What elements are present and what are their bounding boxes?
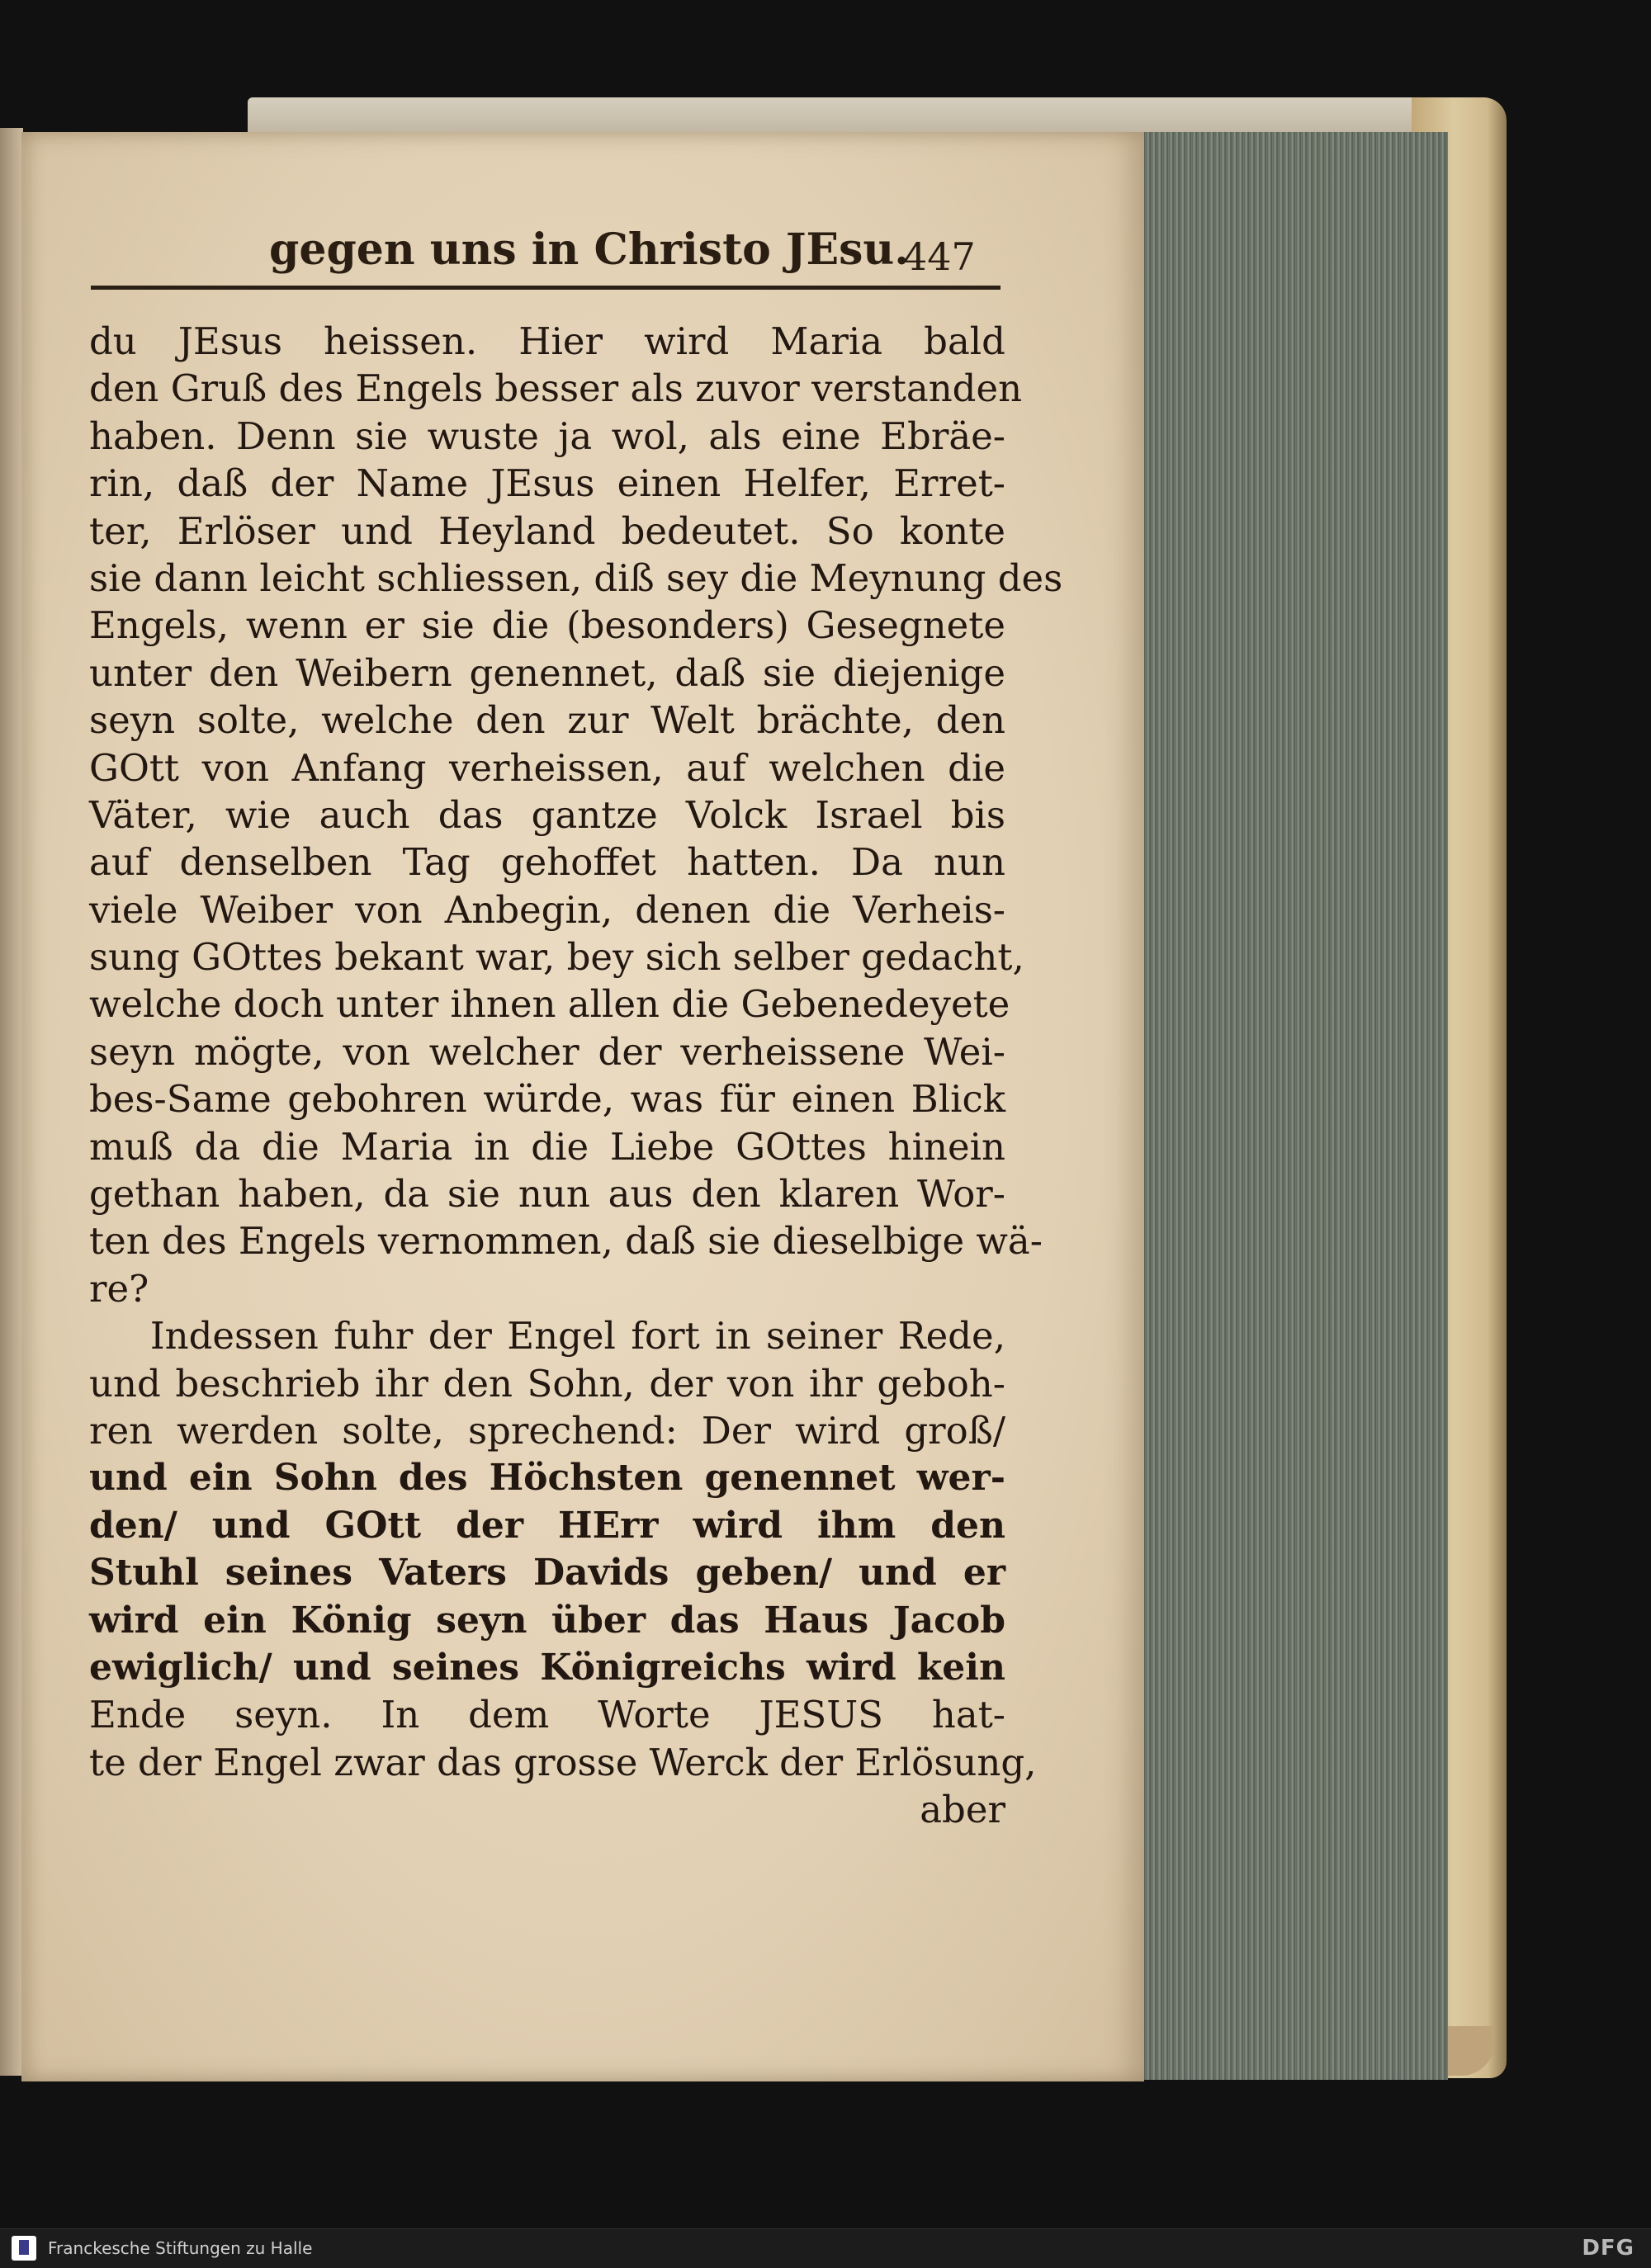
- text-line: sie dann leicht schliessen, diß sey die Meynung des: [89, 555, 1063, 600]
- text-line: Väter, wie auch das gantze Volck Israel bis: [89, 792, 1005, 837]
- left-page-edge: [0, 128, 23, 2076]
- text-line: seyn mögte, von welcher der verheissene Wei-: [89, 1029, 1005, 1074]
- page-block-edges: [1131, 132, 1448, 2080]
- text-line: re?: [89, 1266, 149, 1311]
- text-line-emphasis: ewiglich/ und seines Königreichs wird kein: [89, 1646, 1005, 1689]
- text-line: haben. Denn sie wuste ja wol, als eine Ebräe-: [89, 413, 1005, 458]
- running-head: gegen uns in Christo JEsu.: [269, 224, 910, 275]
- text-line: du JEsus heissen. Hier wird Maria bald: [89, 319, 1005, 363]
- text-line: te der Engel zwar das grosse Werck der Erlösung,: [89, 1740, 1037, 1784]
- text-line: bes-Same gebohren würde, was für einen Blick: [89, 1077, 1005, 1122]
- text-line: gethan haben, da sie nun aus den klaren Wor-: [89, 1172, 1005, 1217]
- book-page: [21, 132, 1144, 2081]
- text-line: Ende seyn. In dem Worte JESUS hat-: [89, 1693, 1005, 1737]
- text-line: den Gruß des Engels besser als zuvor verstanden: [89, 366, 1023, 411]
- text-line: ten des Engels vernommen, daß sie dieselbige wä-: [89, 1219, 1043, 1264]
- catchword: aber: [920, 1788, 1005, 1832]
- text-line-emphasis: Stuhl seines Vaters Davids geben/ und er: [89, 1552, 1005, 1595]
- dfg-badge: DFG: [1582, 2236, 1634, 2261]
- header-rule: [91, 286, 1001, 290]
- text-line: rin, daß der Name JEsus einen Helfer, Erret-: [89, 461, 1005, 506]
- viewer-footer: [0, 2228, 1651, 2268]
- text-line-emphasis: wird ein König seyn über das Haus Jacob: [89, 1599, 1005, 1642]
- text-line: muß da die Maria in die Liebe GOttes hinein: [89, 1124, 1005, 1169]
- text-line: unter den Weibern genennet, daß sie diejenige: [89, 650, 1005, 695]
- text-line: welche doch unter ihnen allen die Gebenedeyete: [89, 982, 1010, 1027]
- text-line: Indessen fuhr der Engel fort in seiner Rede,: [89, 1314, 1005, 1358]
- text-line: ter, Erlöser und Heyland bedeutet. So konte: [89, 508, 1005, 553]
- text-line: ren werden solte, sprechend: Der wird groß/: [89, 1408, 1005, 1453]
- text-line-emphasis: den/ und GOtt der HErr wird ihm den: [89, 1504, 1005, 1547]
- text-line: seyn solte, welche den zur Welt brächte, den: [89, 698, 1005, 743]
- text-line: auf denselben Tag gehoffet hatten. Da nun: [89, 840, 1005, 885]
- institution-logo-icon: [12, 2236, 36, 2261]
- text-line: GOtt von Anfang verheissen, auf welchen die: [89, 745, 1005, 790]
- text-line: und beschrieb ihr den Sohn, der von ihr geboh-: [89, 1361, 1005, 1406]
- text-line: Engels, wenn er sie die (besonders) Gesegnete: [89, 603, 1005, 648]
- institution-name: Franckesche Stiftungen zu Halle: [48, 2238, 313, 2258]
- body-text: [89, 318, 1063, 1834]
- text-line: viele Weiber von Anbegin, denen die Verheis-: [89, 887, 1005, 932]
- page-number: 447: [903, 234, 976, 279]
- text-line: sung GOttes bekant war, bey sich selber gedacht,: [89, 935, 1024, 980]
- text-line-emphasis: und ein Sohn des Höchsten genennet wer-: [89, 1457, 1005, 1500]
